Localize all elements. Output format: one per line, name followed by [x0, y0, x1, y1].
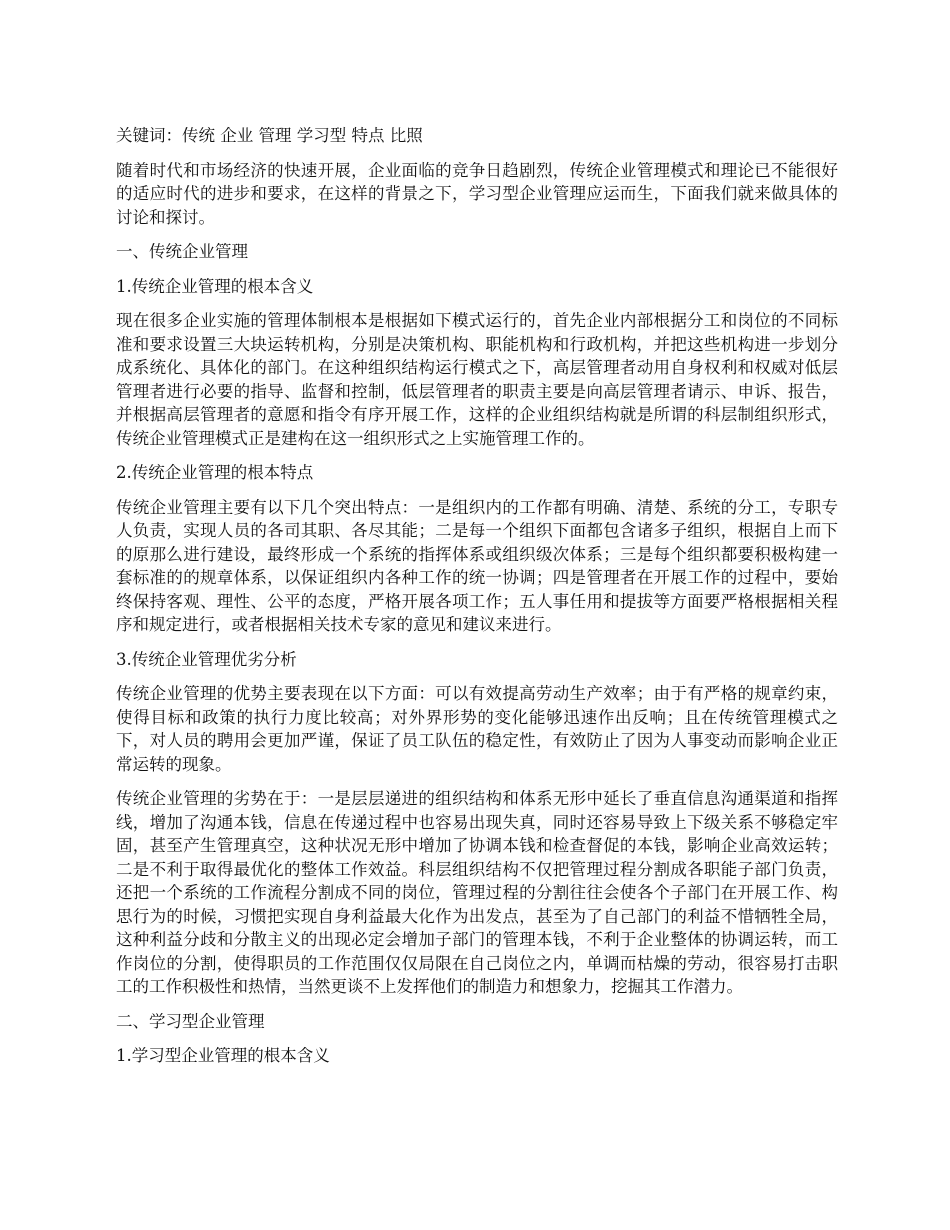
paragraph-traditional-disadvantages: 传统企业管理的劣势在于：一是层层递进的组织结构和体系无形中延长了垂直信息沟通渠道和指挥线，增加了沟通本钱，信息在传递过程中也容易出现失真，同时还容易导致上下级关系不够稳定牢固，甚至产生管理真空，这种状况无形中增加了协调本钱和检查督促的本钱，影响企业高效运转；二是不利于取得最优化的整体工作效益。科层组织结构不仅把管理过程分割成各职能子部门负责，还把一个系统的工作流程分割成不同的岗位，管理过程的分割往往会使各个子部门在开展工作、构思行为的时候，习惯把实现自身利益最大化作为出发点，甚至为了自己部门的利益不惜牺牲全局，这种利益分歧和分散主义的出现必定会增加子部门的管理本钱，不利于企业整体的协调运转，而工作岗位的分割，使得职员的工作范围仅仅局限在自己岗位之内，单调而枯燥的劳动，很容易打击职工的工作积极性和热情，当然更谈不上发挥他们的制造力和想象力，挖掘其工作潜力。 [116, 789, 838, 996]
subheading-learning-meaning: 1.学习型企业管理的根本含义 [116, 1046, 330, 1065]
subheading-traditional-analysis: 3.传统企业管理优劣分析 [116, 649, 297, 669]
section-heading-traditional: 一、传统企业管理 [116, 242, 248, 261]
subheading-traditional-features: 2.传统企业管理的根本特点 [116, 463, 314, 482]
intro-paragraph: 随着时代和市场经济的快速开展，企业面临的竞争日趋剧烈，传统企业管理模式和理论已不能很好的适应时代的进步和要求，在这样的背景之下，学习型企业管理应运而生，下面我们就来做具体的讨论和探讨。 [116, 160, 838, 227]
paragraph-traditional-features: 传统企业管理主要有以下几个突出特点：一是组织内的工作都有明确、清楚、系统的分工，专职专人负责，实现人员的各司其职、各尽其能；二是每一个组织下面都包含诸多子组织，根据自上而下的原那么进行建设，最终形成一个系统的指挥体系或组织级次体系；三是每个组织都要积极构建一套标准的的规章体系，以保证组织内各种工作的统一协调；四是管理者在开展工作的过程中，要始终保持客观、理性、公平的态度，严格开展各项工作；五人事任用和提拔等方面要严格根据相关程序和规定进行，或者根据相关技术专家的意见和建议来进行。 [116, 497, 838, 634]
paragraph-traditional-advantages: 传统企业管理的优势主要表现在以下方面：可以有效提高劳动生产效率；由于有严格的规章约束，使得目标和政策的执行力度比较高；对外界形势的变化能够迅速作出反响；且在传统管理模式之下，对人员的聘用会更加严谨，保证了员工队伍的稳定性，有效防止了因为人事变动而影响企业正常运转的现象。 [116, 684, 838, 774]
section-heading-learning: 二、学习型企业管理 [116, 1011, 265, 1031]
paragraph-traditional-meaning: 现在很多企业实施的管理体制根本是根据如下模式运行的，首先企业内部根据分工和岗位的不同标准和要求设置三大块运转机构，分别是决策机构、职能机构和行政机构，并把这些机构进一步划分成系统化、具体化的部门。在这种组织结构运行模式之下，高层管理者动用自身权利和权威对低层管理者进行必要的指导、监督和控制，低层管理者的职责主要是向高层管理者请示、申诉、报告，并根据高层管理者的意愿和指令有序开展工作，这样的企业组织结构就是所谓的科层制组织形式，传统企业管理模式正是建构在这一组织形式之上实施管理工作的。 [116, 311, 838, 448]
subheading-traditional-meaning: 1.传统企业管理的根本含义 [116, 276, 314, 296]
keywords-line: 关键词：传统 企业 管理 学习型 特点 比照 [116, 126, 423, 145]
document-body [116, 124, 838, 1079]
